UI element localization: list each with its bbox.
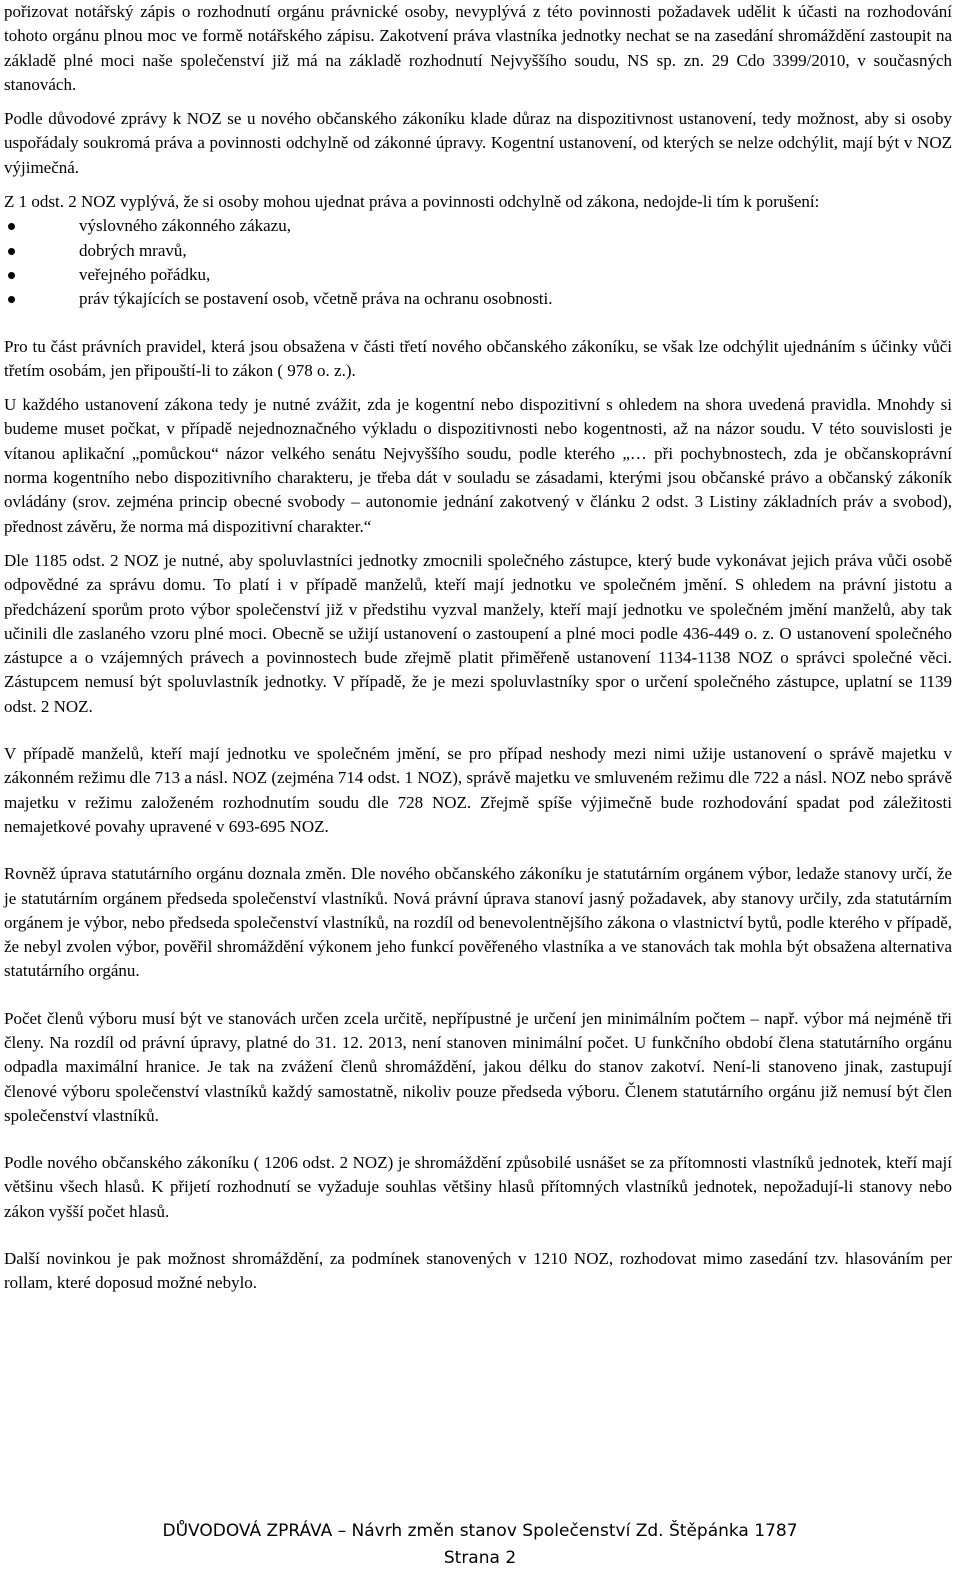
bullet-icon (8, 296, 15, 303)
list-item: práv týkajících se postavení osob, včetně práva na ochranu osobnosti. (4, 287, 952, 311)
paragraph-10: Podle nového občanského zákoníku ( 1206 odst. 2 NOZ) je shromáždění způsobilé usnášet se za přítomnosti vlastníků jednotek, kteří mají většinu všech hlasů. K přijetí rozhodnutí se vyžaduje souhlas většiny hlasů přítomných vlastníků jednotek, nepožadují-li stanovy nebo zákon vyšší počet hlasů. (4, 1153, 952, 1221)
paragraph-9: Počet členů výboru musí být ve stanovách určen zcela určitě, nepřípustné je určení jen minimálním počtem – např. výbor má nejméně tři členy. Na rozdíl od právní úpravy, platné do 31. 12. 2013, není stanoven minimální počet. U funkčního období člena statutárního orgánu odpadla maximální hranice. Je tak na zvážení členů shromáždění, jakou délku do stanov zakotví. Není-li stanoveno jinak, zastupují členové výboru společenství vlastníků každý samostatně, nikoliv pouze předseda výboru. Členem statutárního orgánu již nemusí být člen společenství vlastníků. (4, 1008, 952, 1125)
list-item: výslovného zákonného zákazu, (4, 214, 952, 238)
paragraph-7: V případě manželů, kteří mají jednotku ve společném jmění, se pro případ neshody mezi nimi užije ustanovení o správě majetku v zákonném režimu dle 713 a násl. NOZ (zejména 714 odst. 1 NOZ), správě majetku ve smluveném režimu dle 722 a násl. NOZ nebo správě majetku v režimu založeném rozhodnutím soudu dle 728 NOZ. Zřejmě spíše výjimečně bude rozhodování spadat pod záležitosti nemajetkové povahy upravené v 693-695 NOZ. (4, 744, 952, 836)
bullet-icon (8, 272, 15, 279)
paragraph-6: Dle 1185 odst. 2 NOZ je nutné, aby spoluvlastníci jednotky zmocnili společného zástupce, který bude vykonávat jejich práva vůči osobě odpovědné za správu domu. To platí i v případě manželů, kteří mají jednotku ve společném jmění. S ohledem na právní jistotu a předcházení sporům proto výbor společenství již v předstihu vyzval manžely, kteří mají jednotku ve společném jmění manželů, aby tak učinili dle zaslaného vzoru plné moci. Obecně se užijí ustanovení o zastoupení a plné moci podle 436-449 o. z. O ustanovení společného zástupce a o vzájemných právech a povinnostech bude zřejmě platit přiměřeně ustanovení 1134-1138 NOZ o správci společné věci. Zástupcem nemusí být spoluvlastník jednotky. V případě, že je mezi spoluvlastníky spor o určení společného zástupce, uplatní se 1139 odst. 2 NOZ. (4, 550, 952, 716)
paragraph-11: Další novinkou je pak možnost shromáždění, za podmínek stanovených v 1210 NOZ, rozhodovat mimo zasedání tzv. hlasováním per rollam, které doposud možné nebylo. (4, 1249, 952, 1293)
footer-title: DŮVODOVÁ ZPRÁVA – Návrh změn stanov Společenství Zd. Štěpánka 1787 (162, 1521, 798, 1541)
bullet-icon (8, 223, 15, 230)
paragraph-5: U každého ustanovení zákona tedy je nutné zvážit, zda je kogentní nebo dispozitivní s ohledem na shora uvedená pravidla. Mnohdy si budeme muset počkat, v případě nejednoznačného výkladu o dispozitivnosti nebo kogentnosti, až na názor soudu. V této souvislosti je vítanou aplikační „pomůckou“ názor velkého senátu Nejvyššího soudu, podle kterého „… při pochybnostech, zda je občanskoprávní norma kogentního nebo dispozitivního charakteru, je třeba dát v souladu se zásadami, kterými jsou občanské právo a občanský zákoník ovládány (srov. zejména princip obecné svobody – autonomie jednání zakotvený v článku 2 odst. 3 Listiny základních práv a svobod), přednost závěru, že norma má dispozitivní charakter.“ (4, 395, 952, 536)
paragraph-4: Pro tu část právních pravidel, která jsou obsažena v části třetí nového občanského zákoníku, se však lze odchýlit ujednáním s účinky vůči třetím osobám, jen připouští-li to zákon ( 978 o. z.). (4, 336, 952, 380)
paragraph-1: pořizovat notářský zápis o rozhodnutí orgánu právnické osoby, nevyplývá z této povinnosti požadavek udělit k účasti na rozhodování tohoto orgánu plnou moc ve formě notářského zápisu. Zakotvení práva vlastníka jednotky nechat se na zasedání shromáždění zastoupit na základě plné moci naše společenství již má na základě rozhodnutí Nejvyššího soudu, NS sp. zn. 29 Cdo 3399/2010, v současných stanovách. (4, 2, 952, 94)
paragraph-2: Podle důvodové zprávy k NOZ se u nového občanského zákoníku klade důraz na dispozitivnost ustanovení, tedy možnost, aby si osoby uspořádaly soukromá práva a povinnosti odchylně od zákonné úpravy. Kogentní ustanovení, od kterých se nelze odchýlit, mají být v NOZ výjimečná. (4, 109, 952, 177)
document-body (4, 0, 952, 1296)
paragraph-3: Z 1 odst. 2 NOZ vyplývá, že si osoby mohou ujednat práva a povinnosti odchylně od zákona, nedojde-li tím k porušení: (4, 192, 820, 212)
bullet-icon (8, 248, 15, 255)
bullet-list (4, 214, 952, 311)
page-number: Strana 2 (443, 1548, 517, 1568)
paragraph-8: Rovněž úprava statutárního orgánu doznala změn. Dle nového občanského zákoníku je statutárním orgánem výbor, ledaže stanovy určí, že je statutárním orgánem předseda společenství vlastníků. Nová právní úprava stanoví jasný požadavek, aby stanovy určily, zda statutárním orgánem je výbor, nebo předseda společenství vlastníků, na rozdíl od benevolentnějšího zákona o vlastnictví bytů, podle kterého v případě, že nebyl zvolen výbor, pověřil shromáždění výkonem jeho funkcí pověřeného vlastníka a ve stanovách tak mohla být obsažena alternativa statutárního orgánu. (4, 864, 952, 981)
list-item: dobrých mravů, (4, 239, 952, 263)
list-item: veřejného pořádku, (4, 263, 952, 287)
